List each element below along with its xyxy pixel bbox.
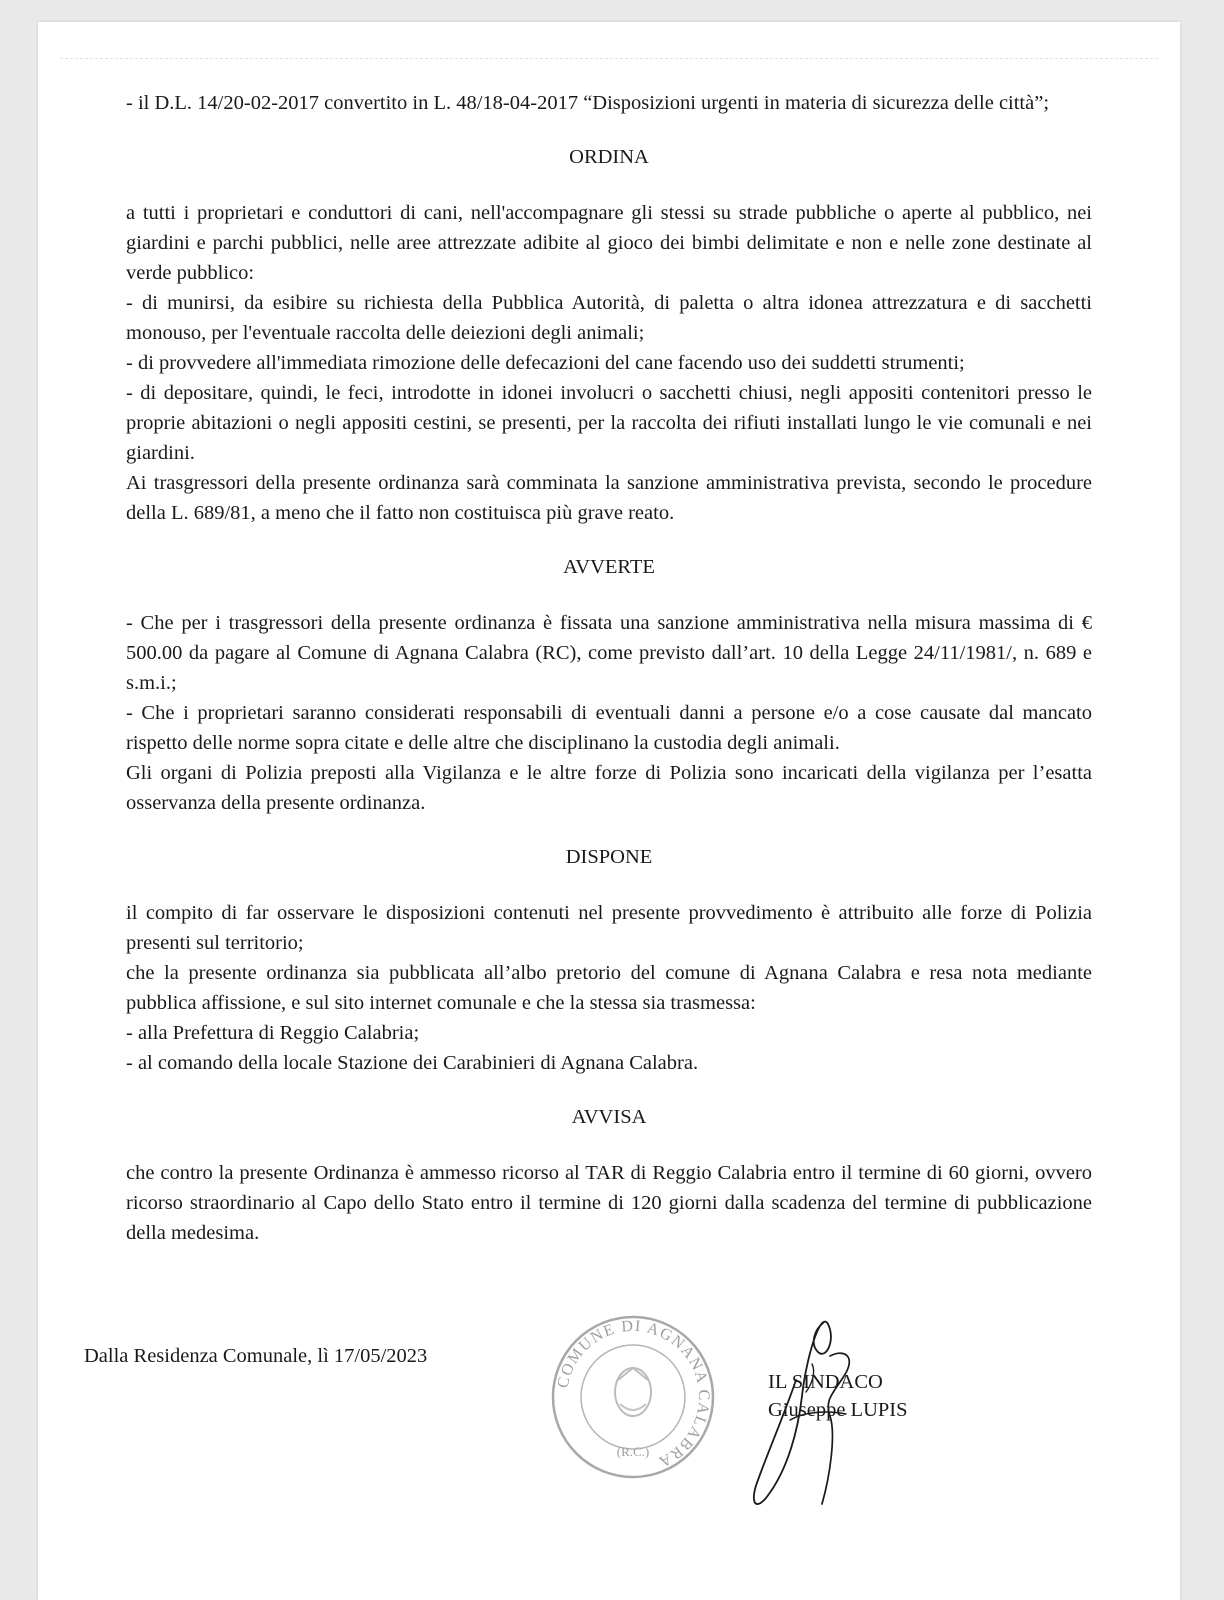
avvisa-heading: AVVISA	[571, 1106, 647, 1128]
dispone-paragraph-4: - al comando della locale Stazione dei Carabinieri di Agnana Calabra.	[126, 1052, 699, 1074]
ordina-paragraph-3: - di provvedere all'immediata rimozione delle defecazioni del cane facendo uso dei suddetti strumenti;	[126, 352, 965, 374]
dispone-paragraph-1: il compito di far osservare le disposizioni contenuti nel presente provvedimento è attribuito alle forze di Polizia presenti sul territorio;	[126, 902, 1092, 954]
page-top-rule	[60, 58, 1158, 59]
stamp-bottom-text: (R.C.)	[616, 1444, 650, 1459]
document-body	[126, 88, 1092, 1248]
ordina-paragraph-5: Ai trasgressori della presente ordinanza sarà comminata la sanzione amministrativa prevista, secondo le procedure della L. 689/81, a meno che il fatto non costituisca più grave reato.	[126, 472, 1092, 524]
avverte-paragraph-3: Gli organi di Polizia preposti alla Vigilanza e le altre forze di Polizia sono incaricati della vigilanza per l’esatta osservanza della presente ordinanza.	[126, 762, 1092, 814]
avverte-paragraph-2: - Che i proprietari saranno considerati responsabili di eventuali danni a persone e/o a cose causate dal mancato rispetto delle norme sopra citate e delle altre che disciplinano la custodia degli animali.	[126, 702, 1092, 754]
avvisa-paragraph-1: che contro la presente Ordinanza è ammesso ricorso al TAR di Reggio Calabria entro il termine di 60 giorni, ovvero ricorso straordinario al Capo dello Stato entro il termine di 120 giorni dalla scadenza del termine di pubblicazione della medesima.	[126, 1162, 1092, 1244]
avverte-paragraph-1: - Che per i trasgressori della presente ordinanza è fissata una sanzione amministrativa nella misura massima di € 500.00 da pagare al Comune di Agnana Calabra (RC), come previsto dall’art. 10 della Legge 24/11/1981/, n. 689 e s.m.i.;	[126, 612, 1092, 694]
ordina-paragraph-2: - di munirsi, da esibire su richiesta della Pubblica Autorità, di paletta o altra idonea attrezzatura e di sacchetti monouso, per l'eventuale raccolta delle deiezioni degli animali;	[126, 292, 1092, 344]
ordina-paragraph-4: - di depositare, quindi, le feci, introdotte in idonei involucri o sacchetti chiusi, negli appositi contenitori presso le proprie abitazioni o negli appositi cestini, se presenti, per la raccolta dei rifiuti installati lungo le vie comunali e nei giardini.	[126, 382, 1092, 464]
ordina-heading: ORDINA	[569, 146, 649, 168]
stamp-ring-text: COMUNE DI AGNANA CALABRA	[554, 1317, 713, 1471]
signatory-name: Giuseppe LUPIS	[768, 1399, 908, 1421]
dispone-paragraph-3: - alla Prefettura di Reggio Calabria;	[126, 1022, 420, 1044]
signatory-title: IL SINDACO	[768, 1371, 883, 1393]
signatory-block	[768, 1368, 908, 1424]
municipal-stamp	[548, 1312, 718, 1482]
intro-paragraph: - il D.L. 14/20-02-2017 convertito in L. 48/18-04-2017 “Disposizioni urgenti in materia di sicurezza delle città”;	[126, 92, 1050, 114]
avverte-heading: AVVERTE	[563, 556, 655, 578]
ordina-paragraph-1: a tutti i proprietari e conduttori di cani, nell'accompagnare gli stessi su strade pubbliche o aperte al pubblico, nei giardini e parchi pubblici, nelle aree attrezzate adibite al gioco dei bimbi delimitate e non e nelle zone destinate al verde pubblico:	[126, 202, 1092, 284]
place-date: Dalla Residenza Comunale, lì 17/05/2023	[84, 1345, 428, 1367]
dispone-paragraph-2: che la presente ordinanza sia pubblicata all’albo pretorio del comune di Agnana Calabra e resa nota mediante pubblica affissione, e sul sito internet comunale e che la stessa sia trasmessa:	[126, 962, 1092, 1014]
dispone-heading: DISPONE	[565, 846, 653, 868]
